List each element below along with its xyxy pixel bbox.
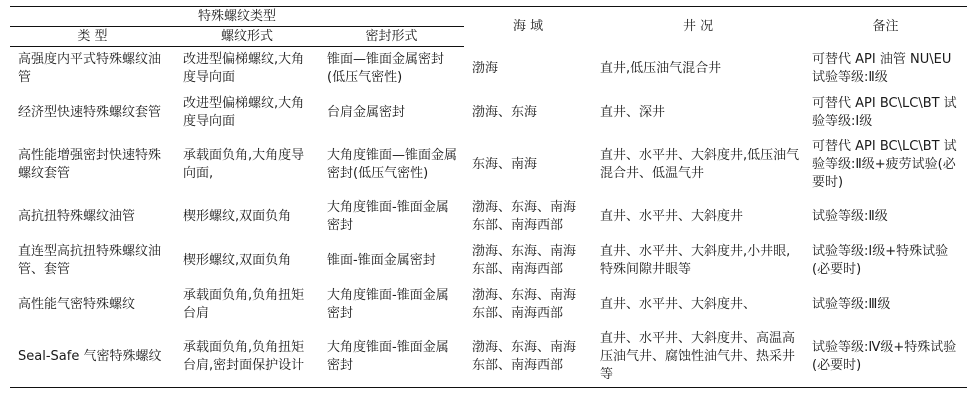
cell-sea-area: 渤海、东海、南海东部、南海西部 <box>472 200 577 233</box>
cell-well-condition: 直井、水平井、大斜度井,低压油气混合井、低温气井 <box>600 148 800 181</box>
cell-thread-form: 承载面负角,负角扭矩台肩,密封面保护设计 <box>175 327 319 388</box>
cell-sea-area: 渤海 <box>472 60 499 76</box>
subheader-thread-form: 螺纹形式 <box>175 27 319 47</box>
table-body <box>10 47 967 388</box>
cell-sea-area: 渤海、东海、南海东部、南海西部 <box>464 327 592 388</box>
cell-remarks: 试验等级:Ⅲ级 <box>812 297 891 312</box>
cell-thread-form: 楔形螺纹,双面负角 <box>183 209 292 224</box>
table-header <box>10 7 967 47</box>
cell-type: 高性能增强密封快速特殊螺纹套管 <box>18 148 162 181</box>
cell-remarks: 可替代 API 油管 NU\EU 试验等级:Ⅱ级 <box>812 51 952 85</box>
cell-well-condition: 直井、水平井、大斜度井,小井眼,特殊间隙井眼等 <box>600 244 791 277</box>
table-row <box>10 135 967 195</box>
subheader-seal-form: 密封形式 <box>319 27 464 47</box>
cell-thread-form: 改进型偏梯螺纹,大角度导向面 <box>183 52 305 85</box>
cell-remarks: 可替代 API BC\LC\BT 试验等级:Ⅰ级 <box>812 96 957 129</box>
cell-remarks: 试验等级:Ⅳ级+特殊试验(必要时) <box>804 327 967 388</box>
cell-type: 高性能气密特殊螺纹 <box>18 297 136 312</box>
header-well-condition: 井 况 <box>592 7 804 47</box>
cell-well-condition: 直井、水平井、大斜度井、 <box>600 297 757 312</box>
header-row-1 <box>10 7 967 27</box>
cell-remarks: 试验等级:Ⅱ级 <box>812 209 888 224</box>
cell-type: 高抗扭特殊螺纹油管 <box>18 209 136 224</box>
cell-thread-form: 楔形螺纹,双面负角 <box>183 253 292 268</box>
thread-types-table <box>10 6 967 388</box>
table-row <box>10 195 967 239</box>
table-row <box>10 327 967 388</box>
cell-seal-form: 大角度锥面-锥面金属密封 <box>319 327 464 388</box>
cell-well-condition: 直井,低压油气混合井 <box>600 60 722 76</box>
table-row <box>10 47 967 92</box>
cell-seal-form: 锥面-锥面金属密封 <box>327 253 436 268</box>
cell-seal-form: 大角度锥面-锥面金属密封 <box>327 200 449 233</box>
cell-remarks: 试验等级:Ⅰ级+特殊试验(必要时) <box>812 244 949 277</box>
cell-seal-form: 大角度锥面—锥面金属密封(低压气密性) <box>327 148 458 181</box>
cell-type: 高强度内平式特殊螺纹油管 <box>18 52 162 85</box>
table-row <box>10 91 967 135</box>
cell-sea-area: 渤海、东海、南海东部、南海西部 <box>472 288 577 321</box>
cell-remarks: 可替代 API BC\LC\BT 试验等级:Ⅱ级+疲劳试验(必要时) <box>812 139 957 190</box>
cell-seal-form: 大角度锥面-锥面金属密封 <box>327 288 449 321</box>
cell-thread-form: 改进型偏梯螺纹,大角度导向面 <box>183 96 305 129</box>
subheader-type: 类 型 <box>10 27 175 47</box>
cell-thread-form: 承载面负角,负角扭矩台肩 <box>183 288 305 321</box>
cell-seal-form: 锥面—锥面金属密封(低压气密性) <box>327 52 445 85</box>
cell-type: 直连型高抗扭特殊螺纹油管、套管 <box>18 244 162 277</box>
cell-type: 经济型快速特殊螺纹套管 <box>18 105 162 120</box>
cell-sea-area: 渤海、东海、南海东部、南海西部 <box>472 244 577 277</box>
header-remarks: 备注 <box>804 7 967 47</box>
cell-well-condition: 直井、水平井、大斜度井 <box>600 209 744 224</box>
cell-sea-area: 渤海、东海 <box>472 105 538 120</box>
header-sea-area: 海 域 <box>464 7 592 47</box>
cell-type: Seal-Safe 气密特殊螺纹 <box>10 327 175 388</box>
table-row <box>10 283 967 327</box>
table-row <box>10 239 967 283</box>
cell-well-condition: 直井、水平井、大斜度井、高温高压油气井、腐蚀性油气井、热采井等 <box>592 327 804 388</box>
cell-well-condition: 直井、深井 <box>600 105 666 120</box>
group-header-thread-type: 特殊螺纹类型 <box>10 7 464 27</box>
cell-thread-form: 承载面负角,大角度导向面, <box>183 148 305 181</box>
cell-seal-form: 台肩金属密封 <box>327 105 406 120</box>
cell-sea-area: 东海、南海 <box>472 157 538 172</box>
